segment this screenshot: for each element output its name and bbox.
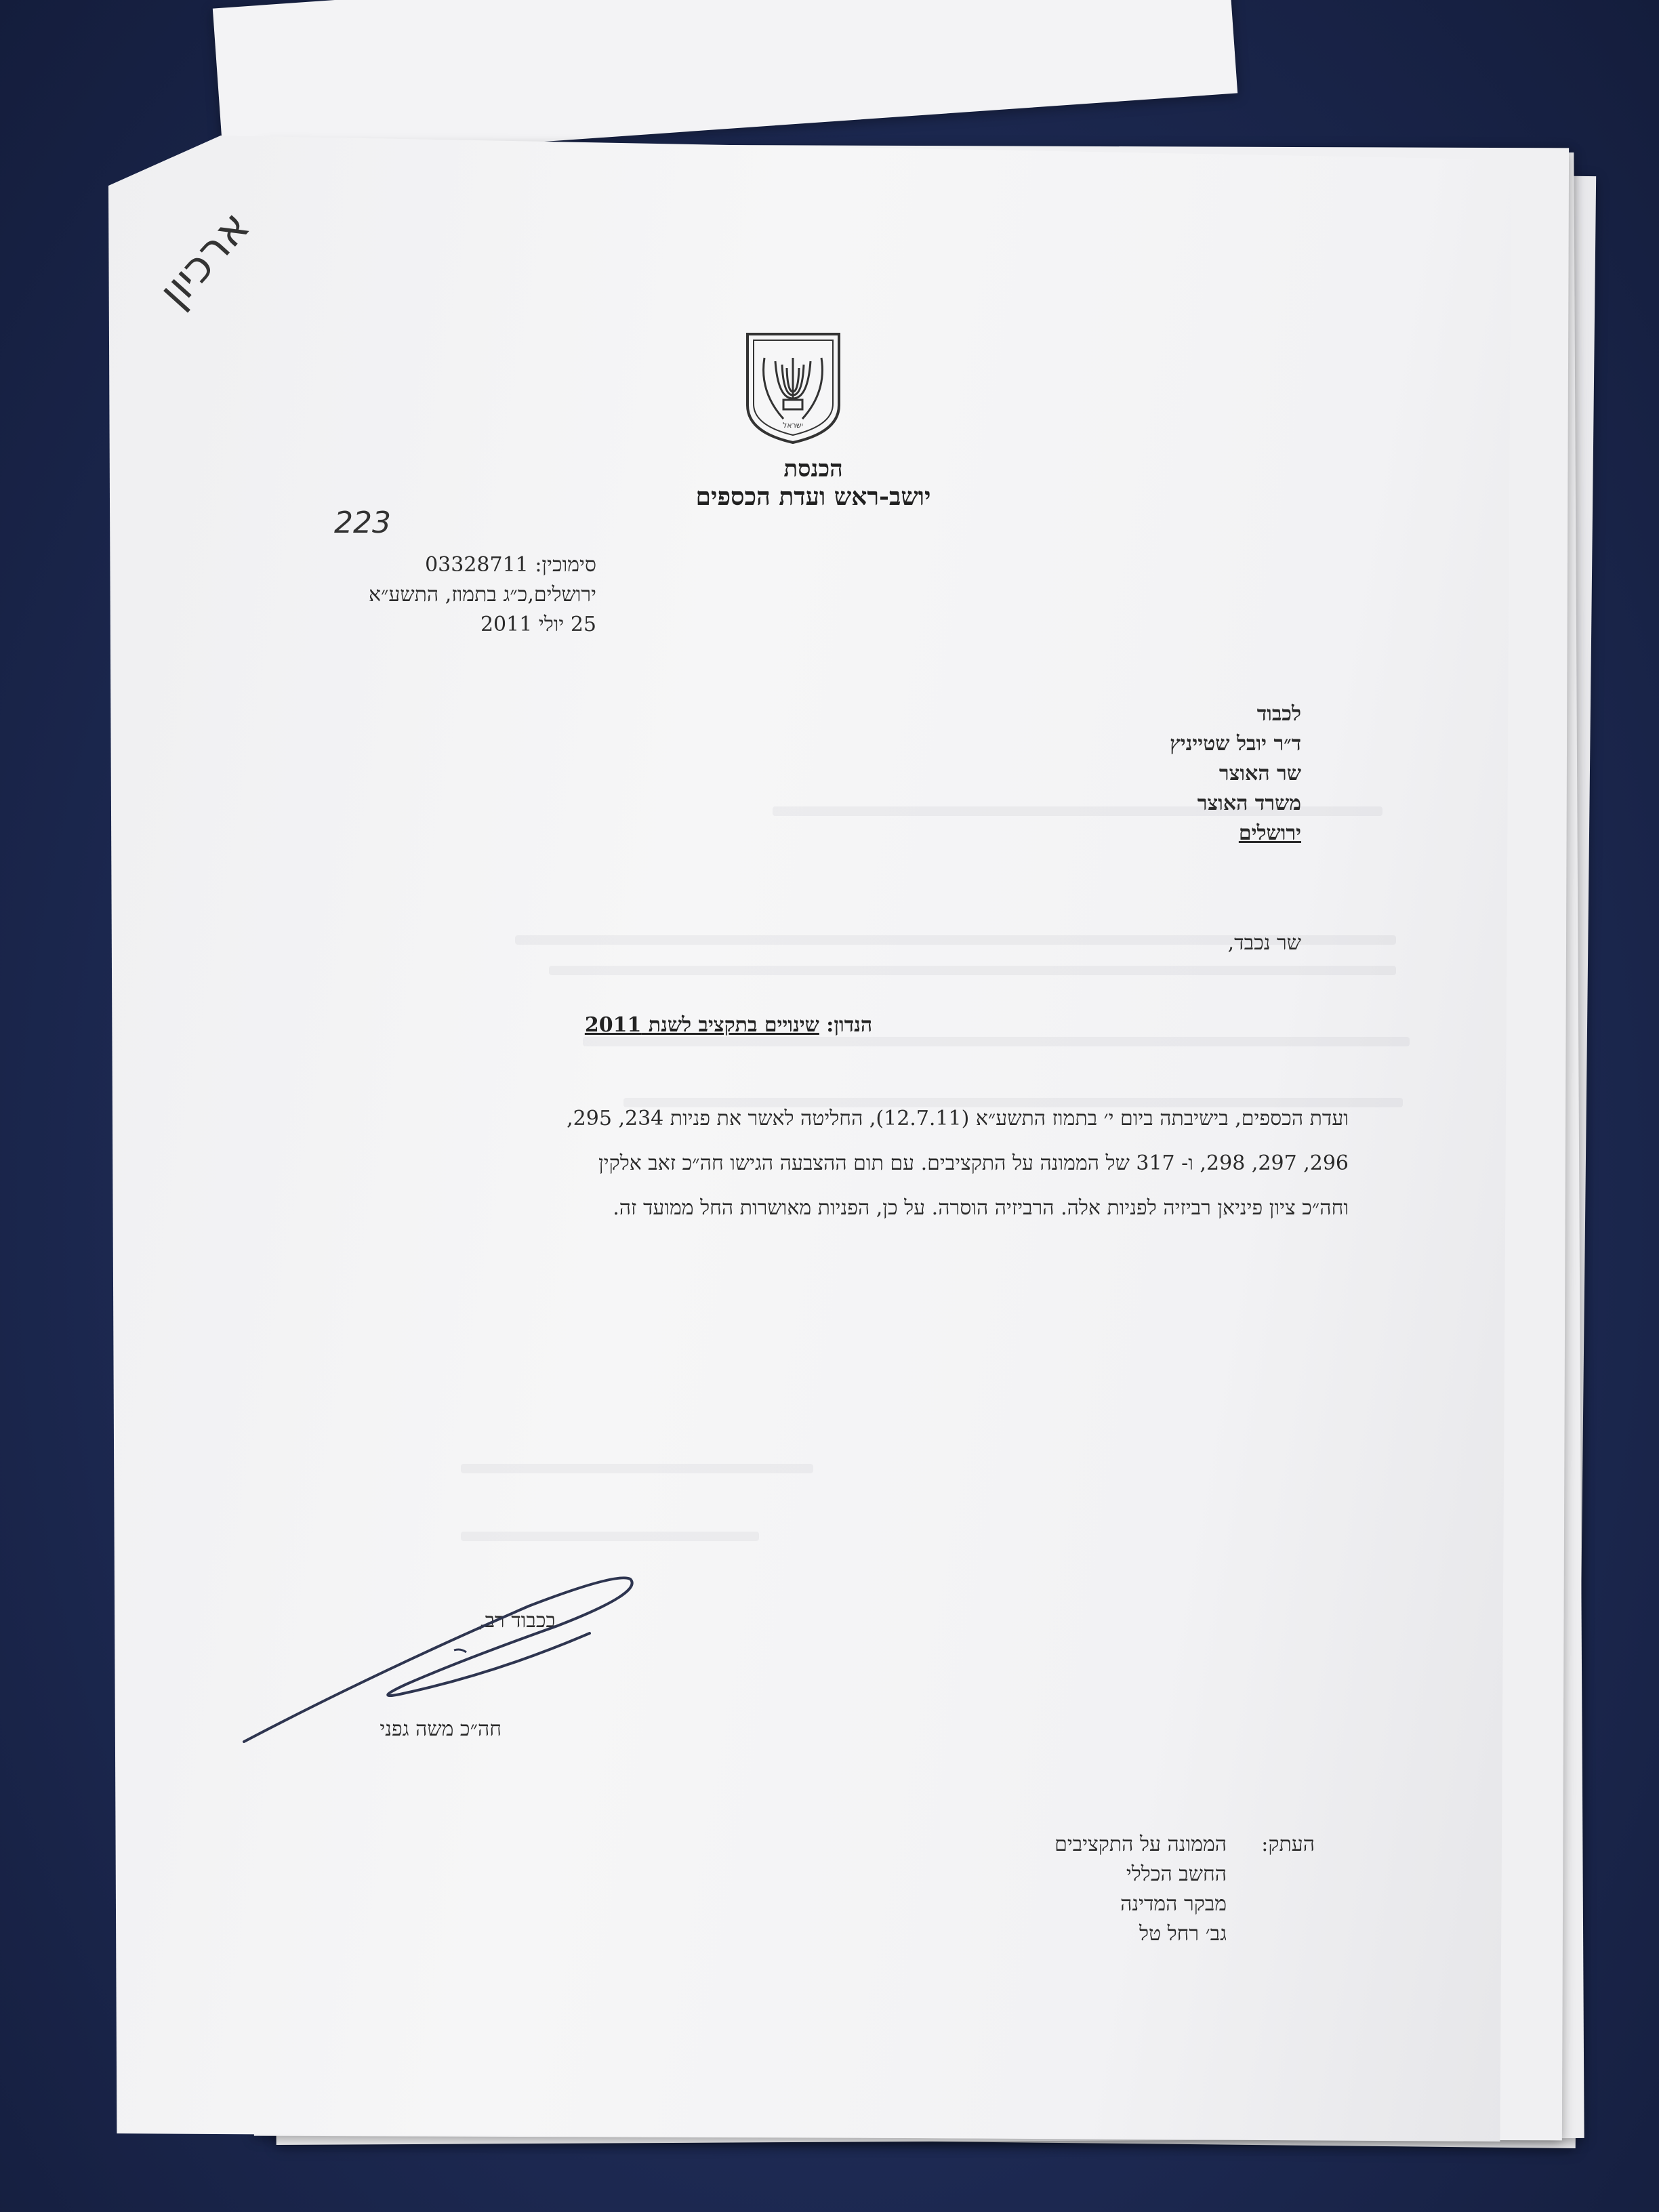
handwritten-archive-note	[122, 176, 298, 339]
body-line: וחה״כ ציון פיניאן רביזיה לפניות אלה. הרביזיה הוסרה. על כן, הפניות מאושרות החל ממועד זה.	[613, 1196, 1349, 1220]
subject-text: שינויים בתקציב לשנת 2011	[584, 1013, 819, 1037]
addressee-line: לכבוד	[1256, 702, 1301, 726]
subject-label: הנדון:	[826, 1013, 873, 1037]
cc-row	[949, 1889, 1315, 1919]
cc-row	[949, 1919, 1315, 1949]
hebrew-date: ירושלים,כ״ג בתמוז, התשע״א	[369, 583, 596, 607]
show-through-line	[583, 1037, 1410, 1046]
cc-list	[949, 1830, 1315, 1949]
addressee-city: ירושלים	[1238, 821, 1301, 845]
handwritten-number-text: 223	[334, 506, 391, 540]
letter-body	[285, 1097, 1349, 1231]
state-emblem-icon	[744, 331, 842, 446]
handwritten-number	[319, 500, 407, 541]
closing-phrase: בכבוד רב,	[478, 1609, 556, 1633]
reference-block	[271, 550, 596, 640]
body-line: ועדת הכספים, בישיבתה ביום י׳ בתמוז התשע״א (12.7.11), החליטה לאשר את פניות 234, 295,	[567, 1107, 1349, 1130]
body-line: 296, 297, 298, ו- 317 של הממונה על התקציבים. עם תום ההצבעה הגישו חה״כ זאב אלקין	[598, 1151, 1349, 1175]
cc-label: העתק:	[1261, 1832, 1315, 1856]
addressee-line: ד״ר יובל שטייניץ	[1170, 732, 1301, 756]
knesset-heading: הכנסת	[783, 455, 843, 483]
cc-row	[949, 1830, 1315, 1860]
cc-row	[949, 1860, 1315, 1889]
emblem-text: ישראל	[782, 421, 804, 430]
addressee-line: משרד האוצר	[1197, 792, 1301, 815]
cc-item: מבקר המדינה	[1120, 1892, 1227, 1916]
show-through-line	[461, 1464, 813, 1473]
salutation: שר נכבד,	[1227, 931, 1301, 955]
committee-chair-heading: יושב-ראש ועדת הכספים	[695, 483, 931, 511]
show-through-line	[461, 1532, 759, 1541]
reference-code: סימוכין: 03328711	[425, 553, 596, 577]
archive-note-text: ארכיון	[149, 201, 260, 317]
signer-name: חה״כ משה גפני	[380, 1717, 501, 1741]
cc-item: החשב הכללי	[1126, 1862, 1227, 1886]
addressee-line: שר האוצר	[1218, 762, 1301, 785]
gregorian-date: 25 יולי 2011	[480, 613, 596, 636]
subject-line	[474, 1013, 983, 1037]
cc-item: הממונה על התקציבים	[1054, 1832, 1227, 1856]
cc-item: גב׳ רחל טל	[1139, 1922, 1227, 1946]
addressee-block	[1017, 699, 1301, 848]
show-through-line	[549, 966, 1396, 975]
